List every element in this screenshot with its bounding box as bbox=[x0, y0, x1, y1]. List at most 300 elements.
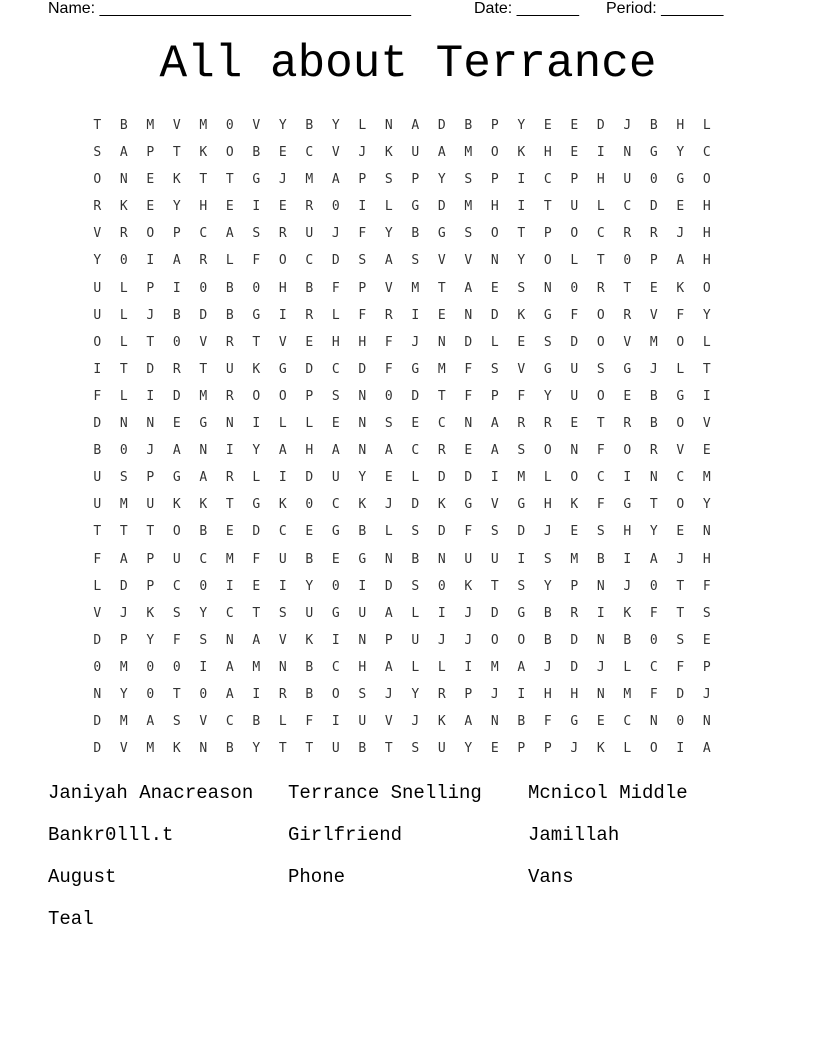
grid-cell[interactable]: C bbox=[225, 605, 234, 621]
grid-cell[interactable]: N bbox=[596, 632, 605, 648]
grid-cell[interactable]: O bbox=[596, 388, 605, 404]
grid-cell[interactable]: H bbox=[596, 172, 605, 188]
grid-cell[interactable]: U bbox=[358, 714, 367, 730]
grid-cell[interactable]: 0 bbox=[649, 632, 658, 648]
grid-cell[interactable]: P bbox=[464, 686, 473, 702]
grid-cell[interactable]: K bbox=[676, 280, 685, 296]
grid-cell[interactable]: H bbox=[305, 443, 314, 459]
grid-cell[interactable]: S bbox=[119, 470, 128, 486]
grid-cell[interactable]: C bbox=[623, 714, 632, 730]
grid-cell[interactable]: Y bbox=[172, 199, 181, 215]
grid-cell[interactable]: V bbox=[278, 632, 287, 648]
grid-cell[interactable]: I bbox=[278, 470, 287, 486]
grid-cell[interactable]: E bbox=[305, 524, 314, 540]
grid-cell[interactable]: U bbox=[411, 145, 420, 161]
grid-cell[interactable]: V bbox=[437, 253, 446, 269]
grid-cell[interactable]: R bbox=[596, 280, 605, 296]
grid-cell[interactable]: N bbox=[464, 307, 473, 323]
grid-cell[interactable]: E bbox=[384, 470, 393, 486]
grid-cell[interactable]: L bbox=[119, 280, 128, 296]
grid-cell[interactable]: 0 bbox=[570, 280, 579, 296]
grid-cell[interactable]: F bbox=[358, 226, 367, 242]
grid-cell[interactable]: Y bbox=[358, 470, 367, 486]
grid-cell[interactable]: M bbox=[146, 118, 155, 133]
grid-cell[interactable]: C bbox=[596, 226, 605, 242]
grid-cell[interactable]: M bbox=[305, 172, 314, 188]
grid-cell[interactable]: N bbox=[225, 632, 234, 648]
grid-cell[interactable]: N bbox=[358, 416, 367, 432]
grid-cell[interactable]: A bbox=[225, 659, 234, 675]
grid-cell[interactable]: V bbox=[119, 741, 128, 757]
grid-cell[interactable]: D bbox=[649, 199, 658, 215]
grid-cell[interactable]: B bbox=[225, 280, 234, 296]
grid-cell[interactable]: L bbox=[411, 470, 420, 486]
grid-cell[interactable]: V bbox=[517, 361, 526, 377]
grid-cell[interactable]: R bbox=[305, 307, 314, 323]
grid-cell[interactable]: R bbox=[570, 605, 579, 621]
grid-cell[interactable]: F bbox=[596, 443, 605, 459]
grid-cell[interactable]: M bbox=[411, 280, 420, 296]
grid-cell[interactable]: B bbox=[172, 307, 181, 323]
grid-cell[interactable]: N bbox=[358, 388, 367, 404]
grid-cell[interactable]: D bbox=[464, 470, 473, 486]
grid-cell[interactable]: E bbox=[702, 632, 711, 648]
grid-cell[interactable]: V bbox=[490, 497, 499, 513]
grid-cell[interactable]: J bbox=[331, 226, 340, 242]
grid-cell[interactable]: J bbox=[411, 714, 420, 730]
grid-cell[interactable]: Y bbox=[331, 118, 340, 133]
grid-cell[interactable]: O bbox=[570, 470, 579, 486]
grid-cell[interactable]: A bbox=[676, 253, 685, 269]
grid-cell[interactable]: N bbox=[225, 416, 234, 432]
grid-cell[interactable]: R bbox=[278, 226, 287, 242]
grid-cell[interactable]: E bbox=[596, 714, 605, 730]
grid-cell[interactable]: O bbox=[278, 253, 287, 269]
grid-cell[interactable]: B bbox=[649, 118, 658, 133]
grid-cell[interactable]: M bbox=[464, 199, 473, 215]
grid-cell[interactable]: N bbox=[384, 551, 393, 567]
grid-cell[interactable]: E bbox=[570, 524, 579, 540]
grid-cell[interactable]: A bbox=[384, 605, 393, 621]
grid-cell[interactable]: S bbox=[172, 605, 181, 621]
grid-cell[interactable]: M bbox=[570, 551, 579, 567]
grid-cell[interactable]: V bbox=[464, 253, 473, 269]
grid-cell[interactable]: M bbox=[490, 659, 499, 675]
grid-cell[interactable]: M bbox=[119, 659, 128, 675]
grid-cell[interactable]: V bbox=[252, 118, 261, 133]
grid-cell[interactable]: I bbox=[517, 199, 526, 215]
grid-cell[interactable]: A bbox=[331, 172, 340, 188]
grid-cell[interactable]: L bbox=[252, 470, 261, 486]
grid-cell[interactable]: M bbox=[649, 334, 658, 350]
grid-cell[interactable]: U bbox=[490, 551, 499, 567]
grid-cell[interactable]: E bbox=[490, 741, 499, 757]
grid-cell[interactable]: Y bbox=[305, 578, 314, 594]
grid-cell[interactable]: J bbox=[623, 578, 632, 594]
grid-cell[interactable]: T bbox=[543, 199, 552, 215]
grid-cell[interactable]: K bbox=[623, 605, 632, 621]
grid-cell[interactable]: 0 bbox=[199, 280, 208, 296]
grid-cell[interactable]: G bbox=[649, 145, 658, 161]
grid-cell[interactable]: I bbox=[252, 416, 261, 432]
grid-cell[interactable]: A bbox=[119, 145, 128, 161]
grid-cell[interactable]: J bbox=[676, 551, 685, 567]
grid-cell[interactable]: S bbox=[172, 714, 181, 730]
grid-cell[interactable]: S bbox=[278, 605, 287, 621]
grid-cell[interactable]: J bbox=[702, 686, 711, 702]
grid-cell[interactable]: T bbox=[702, 361, 711, 377]
grid-cell[interactable]: K bbox=[437, 497, 446, 513]
grid-cell[interactable]: V bbox=[93, 226, 102, 242]
grid-cell[interactable]: I bbox=[331, 632, 340, 648]
grid-cell[interactable]: K bbox=[199, 497, 208, 513]
grid-cell[interactable]: Y bbox=[543, 578, 552, 594]
grid-cell[interactable]: D bbox=[93, 416, 102, 432]
grid-cell[interactable]: O bbox=[702, 172, 711, 188]
grid-cell[interactable]: E bbox=[252, 578, 261, 594]
grid-cell[interactable]: 0 bbox=[331, 578, 340, 594]
grid-cell[interactable]: Y bbox=[649, 524, 658, 540]
grid-cell[interactable]: L bbox=[676, 361, 685, 377]
grid-cell[interactable]: U bbox=[331, 741, 340, 757]
grid-cell[interactable]: O bbox=[596, 307, 605, 323]
grid-cell[interactable]: V bbox=[702, 416, 711, 432]
grid-cell[interactable]: K bbox=[596, 741, 605, 757]
grid-cell[interactable]: G bbox=[331, 605, 340, 621]
grid-cell[interactable]: F bbox=[172, 632, 181, 648]
grid-cell[interactable]: I bbox=[517, 551, 526, 567]
grid-cell[interactable]: C bbox=[331, 659, 340, 675]
grid-cell[interactable]: O bbox=[172, 524, 181, 540]
grid-cell[interactable]: I bbox=[331, 714, 340, 730]
grid-cell[interactable]: I bbox=[623, 551, 632, 567]
grid-cell[interactable]: G bbox=[464, 497, 473, 513]
grid-cell[interactable]: B bbox=[252, 714, 261, 730]
grid-cell[interactable]: S bbox=[331, 388, 340, 404]
grid-cell[interactable]: I bbox=[676, 741, 685, 757]
grid-cell[interactable]: P bbox=[543, 741, 552, 757]
grid-cell[interactable]: B bbox=[358, 524, 367, 540]
grid-cell[interactable]: N bbox=[623, 145, 632, 161]
grid-cell[interactable]: I bbox=[146, 253, 155, 269]
grid-cell[interactable]: Y bbox=[252, 741, 261, 757]
grid-cell[interactable]: N bbox=[437, 551, 446, 567]
grid-cell[interactable]: M bbox=[517, 470, 526, 486]
grid-cell[interactable]: B bbox=[517, 714, 526, 730]
grid-cell[interactable]: P bbox=[146, 551, 155, 567]
grid-cell[interactable]: E bbox=[702, 443, 711, 459]
grid-cell[interactable]: O bbox=[676, 334, 685, 350]
grid-cell[interactable]: I bbox=[358, 199, 367, 215]
grid-cell[interactable]: S bbox=[93, 145, 102, 161]
grid-cell[interactable]: B bbox=[411, 226, 420, 242]
grid-cell[interactable]: C bbox=[411, 443, 420, 459]
grid-cell[interactable]: E bbox=[411, 416, 420, 432]
grid-cell[interactable]: U bbox=[437, 741, 446, 757]
grid-cell[interactable]: F bbox=[543, 714, 552, 730]
grid-cell[interactable]: U bbox=[93, 307, 102, 323]
grid-cell[interactable]: G bbox=[437, 226, 446, 242]
grid-cell[interactable]: C bbox=[305, 145, 314, 161]
grid-cell[interactable]: J bbox=[146, 443, 155, 459]
grid-cell[interactable]: N bbox=[464, 416, 473, 432]
grid-cell[interactable]: R bbox=[93, 199, 102, 215]
grid-cell[interactable]: G bbox=[172, 470, 181, 486]
grid-cell[interactable]: E bbox=[172, 416, 181, 432]
grid-cell[interactable]: F bbox=[676, 659, 685, 675]
grid-cell[interactable]: S bbox=[517, 280, 526, 296]
grid-cell[interactable]: T bbox=[384, 741, 393, 757]
grid-cell[interactable]: N bbox=[358, 443, 367, 459]
grid-cell[interactable]: R bbox=[278, 686, 287, 702]
grid-cell[interactable]: U bbox=[305, 605, 314, 621]
grid-cell[interactable]: A bbox=[225, 686, 234, 702]
grid-cell[interactable]: I bbox=[490, 470, 499, 486]
date-field[interactable]: Date: _______ bbox=[474, 0, 579, 17]
grid-cell[interactable]: I bbox=[146, 388, 155, 404]
grid-cell[interactable]: N bbox=[702, 524, 711, 540]
grid-cell[interactable]: R bbox=[119, 226, 128, 242]
grid-cell[interactable]: D bbox=[93, 741, 102, 757]
grid-cell[interactable]: E bbox=[570, 145, 579, 161]
grid-cell[interactable]: R bbox=[623, 307, 632, 323]
grid-cell[interactable]: O bbox=[676, 416, 685, 432]
grid-cell[interactable]: D bbox=[93, 632, 102, 648]
grid-cell[interactable]: V bbox=[384, 280, 393, 296]
grid-cell[interactable]: K bbox=[146, 605, 155, 621]
grid-cell[interactable]: T bbox=[649, 497, 658, 513]
grid-cell[interactable]: V bbox=[93, 605, 102, 621]
grid-cell[interactable]: F bbox=[649, 605, 658, 621]
grid-cell[interactable]: V bbox=[331, 145, 340, 161]
grid-cell[interactable]: A bbox=[119, 551, 128, 567]
grid-cell[interactable]: E bbox=[490, 280, 499, 296]
grid-cell[interactable]: N bbox=[93, 686, 102, 702]
grid-cell[interactable]: D bbox=[517, 524, 526, 540]
grid-cell[interactable]: N bbox=[570, 443, 579, 459]
grid-cell[interactable]: B bbox=[358, 741, 367, 757]
grid-cell[interactable]: G bbox=[517, 497, 526, 513]
grid-cell[interactable]: S bbox=[596, 524, 605, 540]
grid-cell[interactable]: U bbox=[225, 361, 234, 377]
grid-cell[interactable]: J bbox=[649, 361, 658, 377]
grid-cell[interactable]: F bbox=[252, 551, 261, 567]
grid-cell[interactable]: D bbox=[305, 470, 314, 486]
grid-cell[interactable]: I bbox=[464, 659, 473, 675]
grid-cell[interactable]: G bbox=[411, 199, 420, 215]
grid-cell[interactable]: U bbox=[464, 551, 473, 567]
grid-cell[interactable]: U bbox=[570, 388, 579, 404]
grid-cell[interactable]: A bbox=[172, 443, 181, 459]
grid-cell[interactable]: P bbox=[358, 280, 367, 296]
grid-cell[interactable]: N bbox=[199, 443, 208, 459]
grid-cell[interactable]: R bbox=[225, 470, 234, 486]
grid-cell[interactable]: N bbox=[543, 280, 552, 296]
grid-cell[interactable]: U bbox=[93, 470, 102, 486]
grid-cell[interactable]: P bbox=[146, 280, 155, 296]
grid-cell[interactable]: R bbox=[649, 443, 658, 459]
grid-cell[interactable]: D bbox=[411, 497, 420, 513]
grid-cell[interactable]: E bbox=[570, 416, 579, 432]
grid-cell[interactable]: G bbox=[543, 307, 552, 323]
grid-cell[interactable]: H bbox=[543, 686, 552, 702]
grid-cell[interactable]: K bbox=[384, 145, 393, 161]
grid-cell[interactable]: K bbox=[358, 497, 367, 513]
grid-cell[interactable]: T bbox=[199, 172, 208, 188]
grid-cell[interactable]: N bbox=[649, 714, 658, 730]
grid-cell[interactable]: L bbox=[623, 741, 632, 757]
grid-cell[interactable]: F bbox=[384, 361, 393, 377]
name-field[interactable]: Name: ___________________________________ bbox=[48, 0, 412, 17]
grid-cell[interactable]: B bbox=[649, 416, 658, 432]
grid-cell[interactable]: I bbox=[517, 686, 526, 702]
grid-cell[interactable]: D bbox=[146, 361, 155, 377]
grid-cell[interactable]: K bbox=[172, 172, 181, 188]
grid-cell[interactable]: K bbox=[437, 714, 446, 730]
grid-cell[interactable]: T bbox=[93, 118, 102, 133]
grid-cell[interactable]: B bbox=[252, 145, 261, 161]
grid-cell[interactable]: P bbox=[570, 172, 579, 188]
grid-cell[interactable]: P bbox=[305, 388, 314, 404]
grid-cell[interactable]: E bbox=[305, 334, 314, 350]
grid-cell[interactable]: B bbox=[649, 388, 658, 404]
grid-cell[interactable]: D bbox=[252, 524, 261, 540]
grid-cell[interactable]: Y bbox=[384, 226, 393, 242]
grid-cell[interactable]: G bbox=[570, 714, 579, 730]
grid-cell[interactable]: B bbox=[225, 741, 234, 757]
grid-cell[interactable]: R bbox=[199, 253, 208, 269]
grid-cell[interactable]: S bbox=[702, 605, 711, 621]
grid-cell[interactable]: U bbox=[93, 280, 102, 296]
grid-cell[interactable]: M bbox=[146, 741, 155, 757]
grid-cell[interactable]: E bbox=[278, 199, 287, 215]
grid-cell[interactable]: F bbox=[570, 307, 579, 323]
grid-cell[interactable]: F bbox=[676, 307, 685, 323]
grid-cell[interactable]: N bbox=[119, 172, 128, 188]
grid-cell[interactable]: E bbox=[464, 443, 473, 459]
grid-cell[interactable]: S bbox=[517, 578, 526, 594]
grid-cell[interactable]: A bbox=[278, 443, 287, 459]
grid-cell[interactable]: 0 bbox=[649, 172, 658, 188]
grid-cell[interactable]: P bbox=[490, 118, 499, 133]
grid-cell[interactable]: D bbox=[305, 361, 314, 377]
grid-cell[interactable]: E bbox=[331, 551, 340, 567]
grid-cell[interactable]: D bbox=[570, 659, 579, 675]
grid-cell[interactable]: A bbox=[464, 280, 473, 296]
grid-cell[interactable]: H bbox=[543, 145, 552, 161]
grid-cell[interactable]: K bbox=[305, 632, 314, 648]
grid-cell[interactable]: F bbox=[384, 334, 393, 350]
grid-cell[interactable]: B bbox=[305, 551, 314, 567]
grid-cell[interactable]: K bbox=[517, 307, 526, 323]
grid-cell[interactable]: J bbox=[358, 145, 367, 161]
grid-cell[interactable]: E bbox=[225, 524, 234, 540]
grid-cell[interactable]: P bbox=[119, 632, 128, 648]
grid-cell[interactable]: C bbox=[278, 524, 287, 540]
grid-cell[interactable]: S bbox=[411, 253, 420, 269]
grid-cell[interactable]: B bbox=[543, 605, 552, 621]
grid-cell[interactable]: D bbox=[437, 470, 446, 486]
grid-cell[interactable]: L bbox=[305, 416, 314, 432]
grid-cell[interactable]: N bbox=[199, 741, 208, 757]
grid-cell[interactable]: B bbox=[225, 307, 234, 323]
grid-cell[interactable]: L bbox=[278, 714, 287, 730]
grid-cell[interactable]: L bbox=[384, 524, 393, 540]
grid-cell[interactable]: U bbox=[146, 497, 155, 513]
grid-cell[interactable]: N bbox=[596, 578, 605, 594]
grid-cell[interactable]: K bbox=[278, 497, 287, 513]
grid-cell[interactable]: L bbox=[384, 199, 393, 215]
grid-cell[interactable]: N bbox=[702, 714, 711, 730]
grid-cell[interactable]: K bbox=[199, 145, 208, 161]
grid-cell[interactable]: Y bbox=[517, 118, 526, 133]
grid-cell[interactable]: P bbox=[146, 578, 155, 594]
grid-cell[interactable]: F bbox=[649, 686, 658, 702]
grid-cell[interactable]: I bbox=[517, 172, 526, 188]
grid-cell[interactable]: A bbox=[649, 551, 658, 567]
grid-cell[interactable]: S bbox=[490, 524, 499, 540]
grid-cell[interactable]: M bbox=[119, 497, 128, 513]
grid-cell[interactable]: T bbox=[93, 524, 102, 540]
grid-cell[interactable]: G bbox=[252, 172, 261, 188]
grid-cell[interactable]: Y bbox=[411, 686, 420, 702]
grid-cell[interactable]: B bbox=[93, 443, 102, 459]
grid-cell[interactable]: L bbox=[543, 470, 552, 486]
grid-cell[interactable]: V bbox=[199, 714, 208, 730]
grid-cell[interactable]: U bbox=[331, 470, 340, 486]
grid-cell[interactable]: I bbox=[225, 443, 234, 459]
grid-cell[interactable]: O bbox=[252, 388, 261, 404]
grid-cell[interactable]: L bbox=[437, 659, 446, 675]
grid-cell[interactable]: 0 bbox=[172, 659, 181, 675]
grid-cell[interactable]: V bbox=[384, 714, 393, 730]
grid-cell[interactable]: T bbox=[596, 416, 605, 432]
grid-cell[interactable]: R bbox=[384, 307, 393, 323]
grid-cell[interactable]: T bbox=[172, 145, 181, 161]
grid-cell[interactable]: H bbox=[490, 199, 499, 215]
grid-cell[interactable]: V bbox=[199, 334, 208, 350]
grid-cell[interactable]: F bbox=[464, 524, 473, 540]
grid-cell[interactable]: R bbox=[437, 686, 446, 702]
grid-cell[interactable]: P bbox=[543, 226, 552, 242]
grid-cell[interactable]: P bbox=[411, 172, 420, 188]
grid-cell[interactable]: Y bbox=[517, 253, 526, 269]
grid-cell[interactable]: J bbox=[119, 605, 128, 621]
grid-cell[interactable]: M bbox=[437, 361, 446, 377]
grid-cell[interactable]: J bbox=[490, 686, 499, 702]
grid-cell[interactable]: S bbox=[384, 416, 393, 432]
grid-cell[interactable]: T bbox=[623, 280, 632, 296]
grid-cell[interactable]: T bbox=[146, 334, 155, 350]
grid-cell[interactable]: A bbox=[252, 632, 261, 648]
grid-cell[interactable]: E bbox=[676, 524, 685, 540]
grid-cell[interactable]: G bbox=[331, 524, 340, 540]
grid-cell[interactable]: M bbox=[119, 714, 128, 730]
grid-cell[interactable]: 0 bbox=[119, 443, 128, 459]
grid-cell[interactable]: N bbox=[596, 686, 605, 702]
grid-cell[interactable]: I bbox=[437, 605, 446, 621]
grid-cell[interactable]: O bbox=[490, 145, 499, 161]
grid-cell[interactable]: T bbox=[305, 741, 314, 757]
grid-cell[interactable]: E bbox=[543, 118, 552, 133]
grid-cell[interactable]: E bbox=[225, 199, 234, 215]
grid-cell[interactable]: J bbox=[384, 497, 393, 513]
grid-cell[interactable]: V bbox=[676, 443, 685, 459]
grid-cell[interactable]: H bbox=[543, 497, 552, 513]
grid-cell[interactable]: I bbox=[358, 578, 367, 594]
grid-cell[interactable]: J bbox=[464, 632, 473, 648]
grid-cell[interactable]: G bbox=[278, 361, 287, 377]
